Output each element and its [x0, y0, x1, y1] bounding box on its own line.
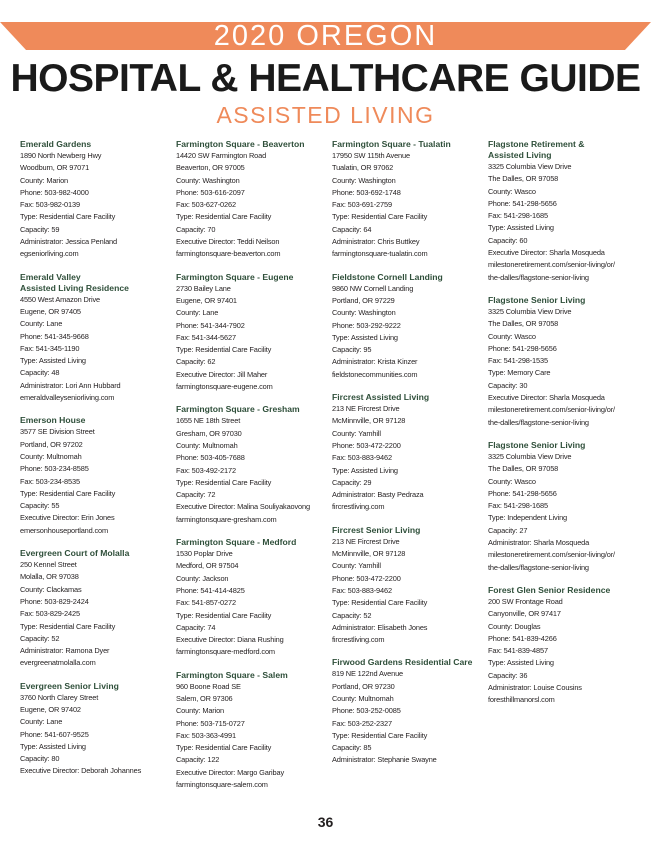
facility-detail: Fax: 541-839-4857 [488, 646, 548, 656]
facility-detail: Type: Independent Living [488, 513, 567, 523]
page-number: 36 [317, 814, 334, 830]
facility-detail: Capacity: 62 [176, 357, 216, 367]
facility-name: Fieldstone Cornell Landing [332, 271, 443, 282]
facility-detail: milestoneretirement.com/senior-living/or/ [488, 260, 615, 270]
facility-detail: Capacity: 72 [176, 490, 216, 500]
facility-entry [488, 139, 640, 284]
facility-name: Flagstone Senior Living [488, 294, 586, 305]
facility-detail: County: Yamhill [332, 561, 381, 571]
facility-detail: Executive Director: Malina Souliyakaovong [176, 502, 310, 512]
facility-name: Farmington Square - Beaverton [176, 139, 305, 149]
facility-entry [332, 392, 484, 514]
facility-detail: County: Yamhill [332, 428, 381, 438]
facility-detail: Capacity: 85 [332, 743, 372, 753]
facility-detail: Capacity: 52 [20, 633, 60, 643]
banner-text: 2020 OREGON [213, 20, 438, 52]
facility-detail: Fax: 541-298-1685 [488, 501, 548, 511]
facility-entry [176, 670, 328, 792]
facility-detail: County: Clackamas [20, 584, 82, 594]
facility-detail: Phone: 541-607-9525 [20, 729, 89, 739]
facility-detail: McMinnville, OR 97128 [332, 549, 406, 559]
facility-detail: Capacity: 122 [176, 755, 220, 765]
facility-entry [20, 681, 172, 778]
facility-detail: 1890 North Newberg Hwy [20, 151, 102, 160]
facility-detail: County: Lane [20, 319, 63, 329]
facility-entry [488, 585, 640, 707]
facility-detail: fircrestliving.com [332, 502, 385, 512]
facility-name: Farmington Square - Tualatin [332, 139, 451, 149]
facility-detail: The Dalles, OR 97058 [488, 319, 559, 329]
facility-detail: Fax: 541-344-5627 [176, 332, 236, 342]
facility-detail: farmingtonsquare-tualatin.com [332, 249, 428, 259]
facility-detail: Eugene, OR 97401 [176, 295, 237, 305]
facility-entry [332, 525, 484, 647]
facility-detail: Phone: 541-345-9668 [20, 331, 89, 341]
facility-detail: Administrator: Elisabeth Jones [332, 622, 428, 632]
facility-detail: Type: Residential Care Facility [20, 212, 116, 222]
facility-detail: 14420 SW Farmington Road [176, 151, 267, 160]
facility-detail: County: Marion [20, 175, 69, 185]
facility-name: Farmington Square - Eugene [176, 271, 294, 282]
facility-detail: 250 Kennel Street [20, 560, 77, 570]
facility-detail: Executive Director: Margo Garibay [176, 767, 285, 777]
facility-detail: Fax: 503-627-0262 [176, 200, 236, 210]
facility-entry [20, 139, 172, 261]
facility-detail: Capacity: 74 [176, 622, 216, 632]
facility-entry [20, 415, 172, 537]
facility-detail: 819 NE 122nd Avenue [332, 669, 403, 679]
facility-detail: milestoneretirement.com/senior-living/or/ [488, 405, 615, 415]
facility-detail: Type: Residential Care Facility [176, 212, 272, 222]
facility-name: Assisted Living Residence [20, 282, 129, 293]
facility-name: Emerald Valley [20, 271, 81, 282]
facility-detail: Phone: 503-616-2097 [176, 187, 245, 197]
facility-detail: Phone: 503-252-0085 [332, 706, 401, 716]
facility-detail: Portland, OR 97229 [332, 295, 395, 305]
facility-detail: Type: Residential Care Facility [20, 621, 116, 631]
facility-detail: evergreenatmolalla.com [20, 658, 96, 668]
facility-detail: Phone: 503-982-4000 [20, 187, 89, 197]
facility-detail: Phone: 503-472-2200 [332, 440, 401, 450]
facility-name: Evergreen Court of Molalla [20, 548, 130, 559]
facility-name: Assisted Living [488, 150, 552, 160]
facility-name: Firwood Gardens Residential Care [332, 657, 473, 668]
facility-name: Flagstone Retirement & [488, 139, 585, 149]
facility-detail: Phone: 503-472-2200 [332, 573, 401, 583]
facility-detail: Type: Assisted Living [332, 465, 398, 475]
facility-detail: Fax: 503-982-0139 [20, 200, 80, 210]
facility-detail: Molalla, OR 97038 [20, 572, 79, 582]
facility-entry [332, 139, 484, 261]
facility-detail: emeraldvalleyseniorliving.com [20, 393, 115, 403]
header-banner [0, 18, 651, 56]
facility-detail: Capacity: 59 [20, 224, 60, 234]
facility-name: Evergreen Senior Living [20, 680, 119, 691]
facility-detail: Administrator: Sharla Mosqueda [488, 538, 590, 548]
facility-detail: Fax: 503-883-9462 [332, 585, 392, 595]
facility-detail: Type: Residential Care Facility [332, 212, 428, 222]
facility-detail: Type: Assisted Living [20, 741, 86, 751]
facility-detail: Type: Residential Care Facility [332, 730, 428, 740]
facility-detail: Type: Assisted Living [332, 332, 398, 342]
facility-detail: Executive Director: Diana Rushing [176, 635, 284, 645]
facility-detail: 213 NE Fircrest Drive [332, 404, 400, 414]
facility-detail: Type: Assisted Living [488, 223, 554, 233]
facility-detail: Administrator: Basty Pedraza [332, 490, 424, 500]
facility-detail: Type: Residential Care Facility [176, 743, 272, 753]
facility-detail: Portland, OR 97202 [20, 439, 83, 449]
facility-detail: Type: Memory Care [488, 368, 551, 378]
facility-detail: 2730 Bailey Lane [176, 283, 231, 293]
facility-detail: Fax: 503-363-4991 [176, 730, 236, 740]
facility-detail: Tualatin, OR 97062 [332, 163, 394, 173]
section-subtitle: ASSISTED LIVING [216, 102, 435, 128]
facility-detail: 960 Boone Road SE [176, 681, 241, 691]
facility-name: Farmington Square - Medford [176, 537, 297, 548]
facility-name: Fircrest Assisted Living [332, 392, 430, 403]
facility-detail: Capacity: 95 [332, 345, 372, 355]
facility-detail: Capacity: 30 [488, 380, 528, 390]
facility-detail: Fax: 503-492-2172 [176, 465, 236, 475]
facility-detail: Eugene, OR 97405 [20, 306, 81, 316]
facility-detail: Phone: 541-839-4266 [488, 633, 557, 643]
facility-detail: Executive Director: Sharla Mosqueda [488, 393, 605, 403]
facility-detail: Gresham, OR 97030 [176, 428, 242, 438]
facility-detail: County: Marion [176, 706, 225, 716]
facility-detail: County: Wasco [488, 186, 536, 196]
facility-name: Fircrest Senior Living [332, 524, 421, 535]
facility-detail: County: Lane [176, 308, 219, 318]
facility-detail: fieldstonecommunities.com [332, 369, 418, 379]
facility-detail: County: Jackson [176, 573, 229, 583]
facility-detail: fircrestliving.com [332, 635, 385, 645]
facility-detail: 4550 West Amazon Drive [20, 294, 100, 304]
facility-detail: The Dalles, OR 97058 [488, 464, 559, 474]
facility-detail: foresthillmanorsl.com [488, 695, 555, 705]
facility-detail: County: Multnomah [176, 440, 238, 450]
directory-column [176, 139, 332, 799]
facility-detail: farmingtonsquare-salem.com [176, 780, 268, 790]
facility-detail: Administrator: Krista Kinzer [332, 357, 418, 367]
facility-detail: 3325 Columbia View Drive [488, 451, 572, 461]
facility-detail: Fax: 541-298-1685 [488, 211, 548, 221]
facility-detail: farmingtonsquare-medford.com [176, 647, 275, 657]
facility-entry [332, 272, 484, 381]
facility-entry [488, 295, 640, 429]
facility-detail: the-dalles/flagstone-senior-living [488, 562, 589, 572]
facility-detail: Fax: 503-252-2327 [332, 718, 392, 728]
facility-entry [176, 404, 328, 526]
facility-detail: Phone: 503-292-9222 [332, 320, 401, 330]
facility-detail: 9860 NW Cornell Landing [332, 283, 414, 293]
facility-detail: Capacity: 55 [20, 501, 60, 511]
facility-detail: Administrator: Ramona Dyer [20, 646, 110, 656]
facility-detail: Type: Assisted Living [488, 658, 554, 668]
facility-detail: Capacity: 80 [20, 754, 60, 764]
facility-name: Farmington Square - Salem [176, 669, 288, 680]
facility-detail: Phone: 503-692-1748 [332, 187, 401, 197]
facility-detail: Executive Director: Deborah Johannes [20, 766, 142, 776]
facility-detail: Fax: 541-298-1535 [488, 356, 548, 366]
facility-name: Emerald Gardens [20, 139, 92, 149]
facility-detail: Phone: 541-298-5656 [488, 198, 557, 208]
facility-detail: Phone: 541-414-4825 [176, 585, 245, 595]
facility-detail: milestoneretirement.com/senior-living/or/ [488, 550, 615, 560]
facility-detail: Executive Director: Sharla Mosqueda [488, 248, 605, 258]
facility-detail: 3760 North Clarey Street [20, 692, 99, 702]
facility-detail: Capacity: 27 [488, 525, 528, 535]
facility-detail: Beaverton, OR 97005 [176, 163, 245, 173]
facility-detail: Phone: 503-405-7688 [176, 453, 245, 463]
facility-detail: Medford, OR 97504 [176, 561, 239, 571]
facility-entry [332, 657, 484, 766]
facility-detail: Type: Residential Care Facility [176, 345, 272, 355]
facility-entry [488, 440, 640, 574]
facility-detail: 1655 NE 18th Street [176, 416, 241, 426]
facility-detail: County: Washington [332, 308, 396, 318]
facility-detail: Capacity: 29 [332, 477, 372, 487]
facility-detail: Executive Director: Teddi Neilson [176, 237, 280, 247]
facility-detail: Fax: 503-883-9462 [332, 453, 392, 463]
facility-detail: egseniorliving.com [20, 249, 79, 259]
facility-detail: Phone: 541-344-7902 [176, 320, 245, 330]
facility-detail: 213 NE Fircrest Drive [332, 536, 400, 546]
facility-detail: Capacity: 60 [488, 235, 528, 245]
facility-name: Emerson House [20, 415, 86, 426]
facility-detail: Phone: 503-234-8585 [20, 464, 89, 474]
facility-detail: County: Washington [332, 175, 396, 185]
facility-detail: Type: Residential Care Facility [20, 488, 116, 498]
facility-detail: Phone: 503-829-2424 [20, 596, 89, 606]
facility-detail: Type: Residential Care Facility [176, 610, 272, 620]
facility-detail: County: Wasco [488, 331, 536, 341]
facility-entry [20, 548, 172, 670]
facility-detail: County: Multnomah [20, 451, 82, 461]
facility-detail: Type: Residential Care Facility [176, 477, 272, 487]
facility-detail: Fax: 503-691-2759 [332, 200, 392, 210]
facility-detail: the-dalles/flagstone-senior-living [488, 417, 589, 427]
facility-detail: Administrator: Jessica Penland [20, 237, 117, 247]
facility-detail: County: Washington [176, 175, 240, 185]
facility-detail: Fax: 541-345-1190 [20, 343, 80, 353]
facility-detail: Administrator: Stephanie Swayne [332, 755, 437, 765]
facility-detail: Canyonville, OR 97417 [488, 609, 561, 619]
facility-detail: Capacity: 48 [20, 368, 60, 378]
facility-detail: Type: Residential Care Facility [332, 598, 428, 608]
facility-detail: Phone: 541-298-5656 [488, 343, 557, 353]
facility-entry [176, 272, 328, 394]
facility-detail: emersonhouseportland.com [20, 525, 109, 535]
facility-detail: Executive Director: Jill Maher [176, 369, 268, 379]
facility-detail: Fax: 503-829-2425 [20, 609, 80, 619]
facility-name: Flagstone Senior Living [488, 439, 586, 450]
facility-detail: County: Lane [20, 717, 63, 727]
facility-detail: 1530 Poplar Drive [176, 549, 233, 559]
facility-detail: Woodburn, OR 97071 [20, 163, 90, 173]
facility-detail: farmingtonsquare-beaverton.com [176, 249, 281, 259]
facility-detail: 200 SW Frontage Road [488, 596, 563, 606]
facility-detail: McMinnville, OR 97128 [332, 416, 406, 426]
facility-detail: Phone: 541-298-5656 [488, 488, 557, 498]
facility-detail: Fax: 503-234-8535 [20, 476, 80, 486]
facility-detail: Portland, OR 97230 [332, 681, 395, 691]
facility-detail: Administrator: Chris Buttkey [332, 237, 420, 247]
facility-detail: County: Multnomah [332, 693, 394, 703]
facility-detail: Type: Assisted Living [20, 356, 86, 366]
facility-detail: 17950 SW 115th Avenue [332, 151, 410, 160]
facility-detail: Eugene, OR 97402 [20, 704, 81, 714]
directory-columns [20, 139, 640, 799]
directory-column [332, 139, 488, 799]
facility-detail: Capacity: 70 [176, 224, 216, 234]
facility-detail: Phone: 503-715-0727 [176, 718, 245, 728]
facility-detail: Capacity: 52 [332, 610, 372, 620]
facility-detail: farmingtonsquare-gresham.com [176, 514, 277, 524]
directory-column [488, 139, 644, 799]
facility-detail: County: Douglas [488, 621, 541, 631]
facility-detail: Capacity: 36 [488, 670, 528, 680]
facility-detail: Salem, OR 97306 [176, 693, 233, 703]
facility-detail: Capacity: 64 [332, 224, 372, 234]
facility-entry [176, 537, 328, 659]
facility-detail: Administrator: Louise Cousins [488, 682, 582, 692]
facility-entry [176, 139, 328, 261]
facility-detail: The Dalles, OR 97058 [488, 174, 559, 184]
facility-detail: Fax: 541-857-0272 [176, 598, 236, 608]
facility-detail: Executive Director: Erin Jones [20, 513, 115, 523]
facility-name: Forest Glen Senior Residence [488, 584, 611, 595]
facility-detail: the-dalles/flagstone-senior-living [488, 272, 589, 282]
facility-detail: farmingtonsquare-eugene.com [176, 382, 273, 392]
directory-column [20, 139, 176, 799]
facility-detail: 3577 SE Division Street [20, 427, 95, 437]
facility-detail: 3325 Columbia View Drive [488, 162, 572, 171]
facility-detail: County: Wasco [488, 476, 536, 486]
facility-name: Farmington Square - Gresham [176, 404, 300, 415]
page-title: HOSPITAL & HEALTHCARE GUIDE [10, 57, 641, 100]
facility-entry [20, 272, 172, 405]
facility-detail: 3325 Columbia View Drive [488, 306, 572, 316]
facility-detail: Administrator: Lori Ann Hubbard [20, 380, 121, 390]
